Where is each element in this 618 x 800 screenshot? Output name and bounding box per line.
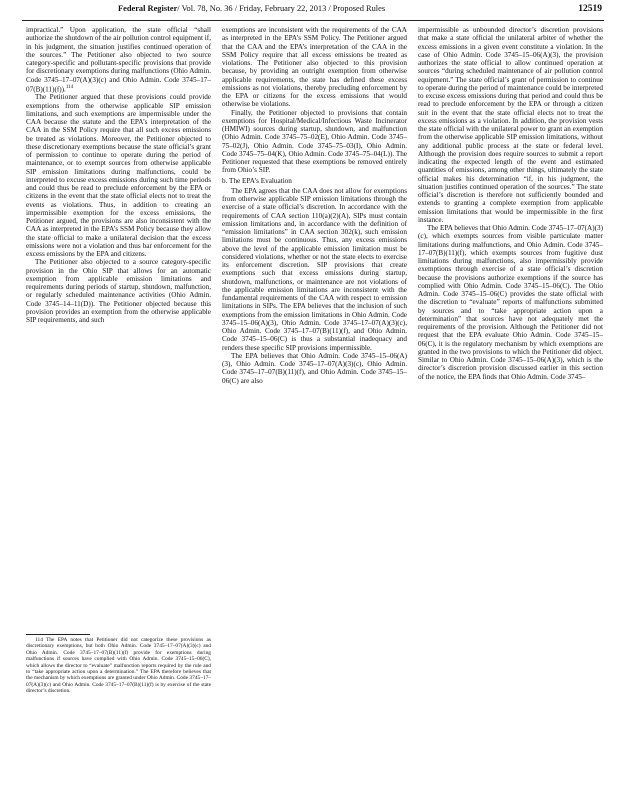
paragraph: The Petitioner also objected to a source category-specific provision in the Ohio SIP that allows for an automatic exemption from applicable emission limitations and requirements during periods of startup, shutdown, malfunction, or regularly scheduled maintenance activities (Ohio Admin. Code 3745–14–11(D)). The Petitioner objected because this provision provides an exemption from the otherwise applicable SIP requirements, and such <box>26 258 211 325</box>
paragraph: exemptions are inconsistent with the requirements of the CAA as interpreted in the EPA’s SSM Policy. The Petitioner argued that the CAA and the EPA’s interpretation of the CAA in the SSM Policy require that all excess emissions be treated as violations. The Petitioner also objected to this provision because, by providing an outright exemption from otherwise applicable requirements, the state has defined these excess emissions as not violations, thereby precluding enforcement by the EPA or citizens for the excess emissions that would otherwise be violations. <box>222 26 407 109</box>
column-3 <box>418 26 603 800</box>
paragraph-text: impractical.” Upon application, the state official “shall authorize the shutdown of the air pollution control equipment if, in his judgment, the situation justifies continued operation of the sources.” The Petitioner also objected to two source category-specific and pollutant-specific provisions that provide for discretionary exemptions during malfunctions (Ohio Admin. Code 3745–17–07(A)(3)(c) and Ohio Admin. Code 3745–17–07(B)(11)(f)). <box>26 26 211 94</box>
paragraph: The EPA agrees that the CAA does not allow for exemptions from otherwise applicable SIP emission limitations through the exercise of a state official’s discretion. In accordance with the requirements of CAA section 110(a)(2)(A), SIPs must contain emission limitations and, in accordance with the definition of “emission limitations” in CAA section 302(k), such emission limitations must be continuous. Thus, any excess emissions above the level of the applicable emission limitation must be considered violations, whether or not the state elects to exercise its enforcement discretion. SIP provisions that create exemptions such that excess emissions during startup, shutdown, malfunctions, or maintenance are not violations of the applicable emission limitations are inconsistent with the fundamental requirements of the CAA with respect to emission limitations in SIPs. The EPA believes that the inclusion of such exemptions from the emission limitations in Ohio Admin. Code 3745–15–06(A)(3), Ohio Admin. Code 3745–17–07(A)(3)(c), Ohio Admin. Code 3745–17–07(B)(11)(f), and Ohio Admin. Code 3745–15–06(C) is thus a substantial inadequacy and renders these specific SIP provisions impermissible. <box>222 186 407 352</box>
paragraph <box>26 26 211 93</box>
paragraph: The EPA believes that Ohio Admin. Code 3745–17–07(A)(3)(c), which exempts sources from visible particulate matter limitations during malfunctions, and Ohio Admin. Code 3745–17–07(B)(11)(f), which exempts sources from fugitive dust limitations during malfunctions, also impermissibly provide exemptions through exercise of a state official’s discretion because the provisions authorize exemptions if the source has complied with Ohio Admin. Code 3745–15–06(C). The Ohio Admin. Code 3745–15–06(C) provides the state official with the discretion to “evaluate” reports of malfunctions submitted by sources and to “take appropriate action upon a determination” that sources have not adequately met the requirements of the provision. Although the Petitioner did not request that the EPA evaluate Ohio Admin. Code 3745–15–06(C), it is the regulatory mechanism by which exemptions are granted in the two provisions to which the Petitioner did object. Similar to Ohio Admin. Code 3745–15–06(A)(3), which is the director’s discretion provision discussed earlier in this section of the notice, the EPA finds that Ohio Admin. Code 3745– <box>418 224 603 381</box>
paragraph: Finally, the Petitioner objected to provisions that contain exemptions for Hospital/Medical/Infectious Waste Incinerator (HMIWI) sources during startup, shutdown, and malfunction (Ohio Admin. Code 3745–75–02(E), Ohio Admin. Code 3745–75–02(J), Ohio Admin. Code 3745–75–03(I), Ohio Admin. Code 3745–75–04(K), Ohio Admin. Code 3745–75–04(L)). The Petitioner requested that these exemptions be removed entirely from Ohio’s SIP. <box>222 108 407 175</box>
page-number: 12519 <box>578 4 602 14</box>
footnote-ref: 114 <box>65 84 74 90</box>
paragraph: impermissible as unbounded director’s discretion provisions that make a state official the unilateral arbiter of whether the excess emissions in a given event constitute a violation. In the case of Ohio Admin. Code 3745–15–06(A)(3), the provision authorizes the state official to allow continued operation at sources “during scheduled maintenance of air pollution control equipment.” The state official’s grant of permission to continue to operate during the period of maintenance could be interpreted to excuse excess emissions during that period and could thus be read to preclude enforcement by the EPA or through a citizen suit in the event that the state official elects not to treat the excess emissions as a violation. In addition, the provision vests the state official with the unilateral power to grant an exemption from the otherwise applicable SIP emission limitations, without any additional public process at the state or federal level. Although the provision does require sources to submit a report indicating the expected length of the event and estimated quantities of emissions, among other things, ultimately the state official makes his determination “if, in his judgment, the situation justifies continued operation of the sources.” The state official’s discretion is therefore not sufficiently bounded and extends to granting a complete exemption from applicable emission limitations that would be impermissible in the first instance. <box>418 26 603 224</box>
footnote-text: 114 The EPA notes that Petitioner did not categorize these provisions as discretionary exemptions, but both Ohio Admin. Code 3745–17–07(A)(3)(c) and Ohio Admin. Code 3745–17–07(B)(11)(f) provide for exemptions during malfunctions if sources have complied with Ohio Admin. Code 3745–15–06(C), which allows the director to “evaluate” malfunction reports required by the rule and to “take appropriate action upon a determination.” The EPA therefore believes that the mechanism by which exemptions are granted under Ohio Admin. Code 3745–17–07(A)(3)(c) and Ohio Admin. Code 3745–17–07(B)(11)(f) is by exercise of the state director’s discretion. <box>26 637 211 695</box>
journal-name: Federal Register <box>118 4 178 13</box>
footnote <box>26 637 211 797</box>
page-header <box>118 4 602 18</box>
column-2 <box>222 26 407 800</box>
header-rule <box>22 20 604 21</box>
issue-info: / Vol. 78, No. 36 / Friday, February 22, 2013 / Proposed Rules <box>177 4 386 13</box>
paragraph: The Petitioner argued that these provisions could provide exemptions from the otherwise applicable SIP emission limitations, and such exemptions are impermissible under the CAA because the statute and the EPA’s interpretation of the CAA in the SSM Policy require that all such excess emissions be treated as violations. Moreover, the Petitioner objected to these discretionary exemptions because the state official’s grant of permission to continue to operate during the period of maintenance, or to exempt sources from otherwise applicable SIP emission limitations during malfunctions, could be interpreted to excuse excess emissions during such time periods and could thus be read to preclude enforcement by the EPA or citizens in the event that the state official elects not to treat the events as violations. Thus, in addition to creating an impermissible exemption for the excess emissions, the Petitioner argued, the provisions are also inconsistent with the CAA as interpreted in the EPA’s SSM Policy because they allow the state official to make a unilateral decision that the excess emissions were not a violation and thus bar enforcement for the excess emissions by the EPA and citizens. <box>26 93 211 259</box>
footnote-rule <box>26 634 90 635</box>
paragraph: The EPA believes that Ohio Admin. Code 3745–15–06(A)(3), Ohio Admin. Code 3745–17–07(A)(3)(c), Ohio Admin. Code 3745–17–07(B)(11)(f), and Ohio Admin. Code 3745–15–06(C) are also <box>222 351 407 385</box>
column-1 <box>26 26 211 632</box>
section-heading: b. The EPA’s Evaluation <box>222 176 292 185</box>
